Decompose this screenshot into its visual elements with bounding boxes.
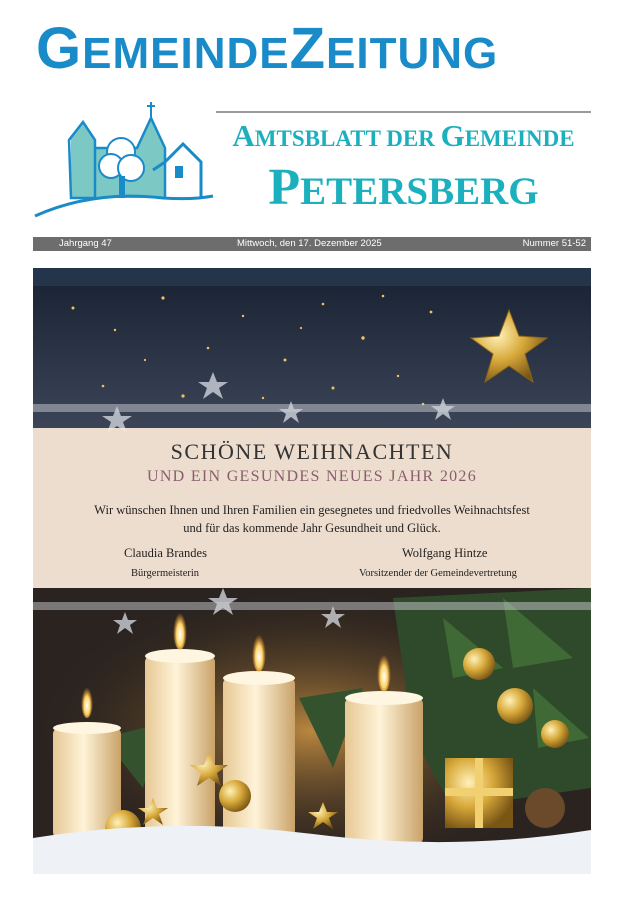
header-rule bbox=[216, 111, 591, 113]
greeting-message-line-2: und für das kommende Jahr Gesundheit und Glück. bbox=[183, 521, 441, 535]
petersberg-initial-p: P bbox=[268, 159, 301, 216]
signer-1-role: Bürgermeisterin bbox=[131, 568, 200, 579]
signer-2-name: Wolfgang Hintze bbox=[402, 546, 488, 560]
petersberg-word: ETERSBERG bbox=[300, 170, 539, 213]
signer-2-role: Vorsitzender der Gemeindevertretung bbox=[359, 568, 517, 579]
gemeinde-word: EMEINDE bbox=[464, 126, 575, 151]
signer-1-name: Claudia Brandes bbox=[124, 546, 207, 560]
masthead-initial-z: Z bbox=[289, 16, 327, 81]
masthead-word-gemeinde: EMEINDE bbox=[82, 29, 290, 78]
issue-volume: Jahrgang 47 bbox=[59, 238, 112, 249]
issue-date: Mittwoch, den 17. Dezember 2025 bbox=[237, 238, 382, 249]
masthead-initial-g: G bbox=[36, 16, 83, 81]
greeting-message-line-1: Wir wünschen Ihnen und Ihren Familien ein gesegnetes und friedvolles Weihnachtsfest bbox=[94, 503, 530, 517]
masthead-word-zeitung: EITUNG bbox=[326, 29, 499, 78]
greeting-subtitle: UND EIN GESUNDES NEUES JAHR 2026 bbox=[146, 468, 478, 485]
gift-box-icon bbox=[445, 758, 513, 828]
amtsblatt-word: MTSBLATT DER bbox=[254, 126, 441, 151]
cover-illustration bbox=[33, 268, 591, 874]
issue-number: Nummer 51-52 bbox=[522, 238, 586, 249]
amtsblatt-initial-a: A bbox=[232, 118, 255, 153]
amtsblatt-heading bbox=[216, 120, 591, 151]
municipality-name bbox=[216, 159, 591, 216]
issue-info-bar bbox=[33, 237, 591, 251]
gemeinde-initial-g: G bbox=[440, 118, 465, 153]
greeting-card bbox=[33, 428, 591, 588]
masthead-title bbox=[36, 16, 499, 81]
greeting-title: SCHÖNE WEIHNACHTEN bbox=[170, 439, 454, 464]
church-logo-icon bbox=[33, 100, 215, 220]
